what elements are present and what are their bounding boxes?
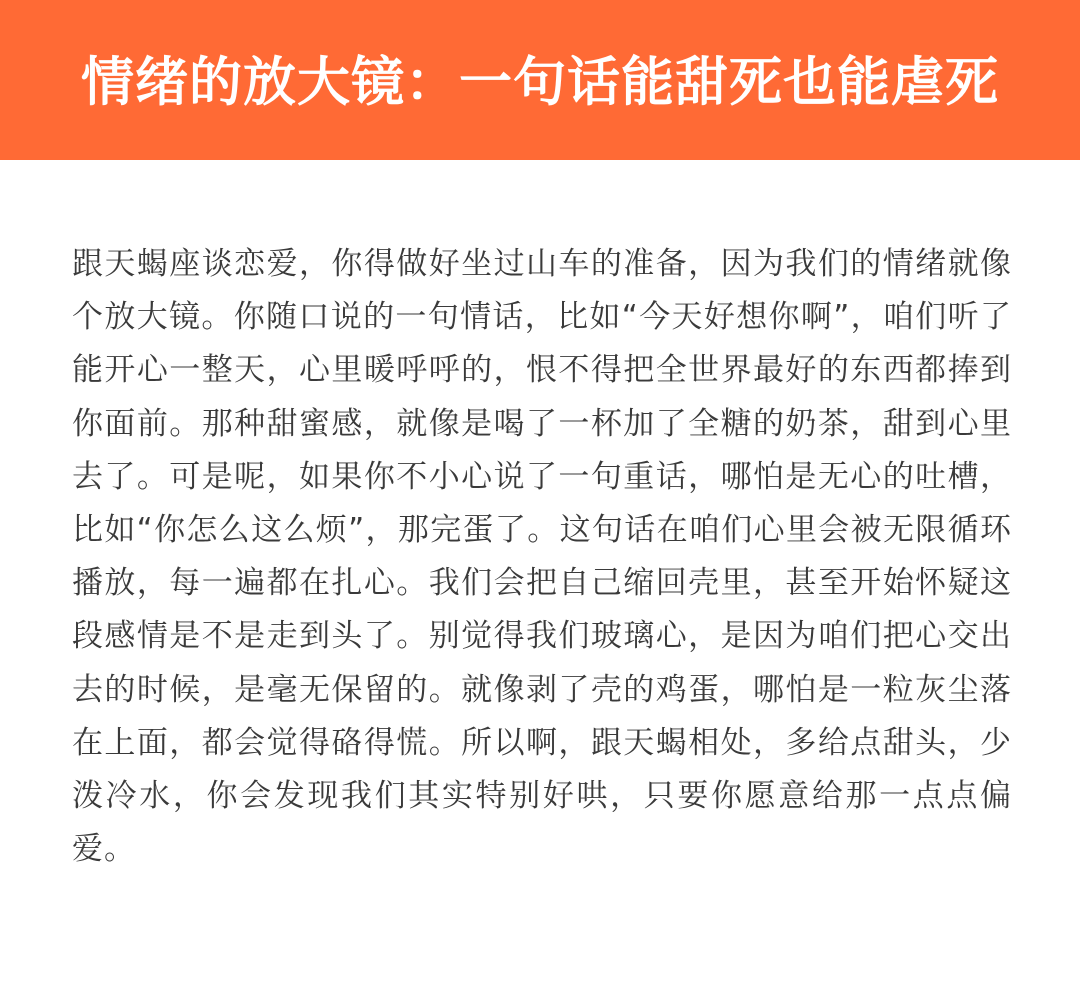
- header-banner: [0, 0, 1080, 160]
- article-paragraph: 跟天蝎座谈恋爱，你得做好坐过山车的准备，因为我们的情绪就像个放大镜。你随口说的一句情话，比如“今天好想你啊”，咱们听了能开心一整天，心里暖呼呼的，恨不得把全世界最好的东西都捧到你面前。那种甜蜜感，就像是喝了一杯加了全糖的奶茶，甜到心里去了。可是呢，如果你不小心说了一句重话，哪怕是无心的吐槽，比如“你怎么这么烦”，那完蛋了。这句话在咱们心里会被无限循环播放，每一遍都在扎心。我们会把自己缩回壳里，甚至开始怀疑这段感情是不是走到头了。别觉得我们玻璃心，是因为咱们把心交出去的时候，是毫无保留的。就像剥了壳的鸡蛋，哪怕是一粒灰尘落在上面，都会觉得硌得慌。所以啊，跟天蝎相处，多给点甜头，少泼冷水，你会发现我们其实特别好哄，只要你愿意给那一点点偏爱。: [72, 246, 1012, 868]
- article: [72, 238, 1012, 876]
- page-title: 情绪的放大镜：一句话能甜死也能虐死: [81, 52, 999, 113]
